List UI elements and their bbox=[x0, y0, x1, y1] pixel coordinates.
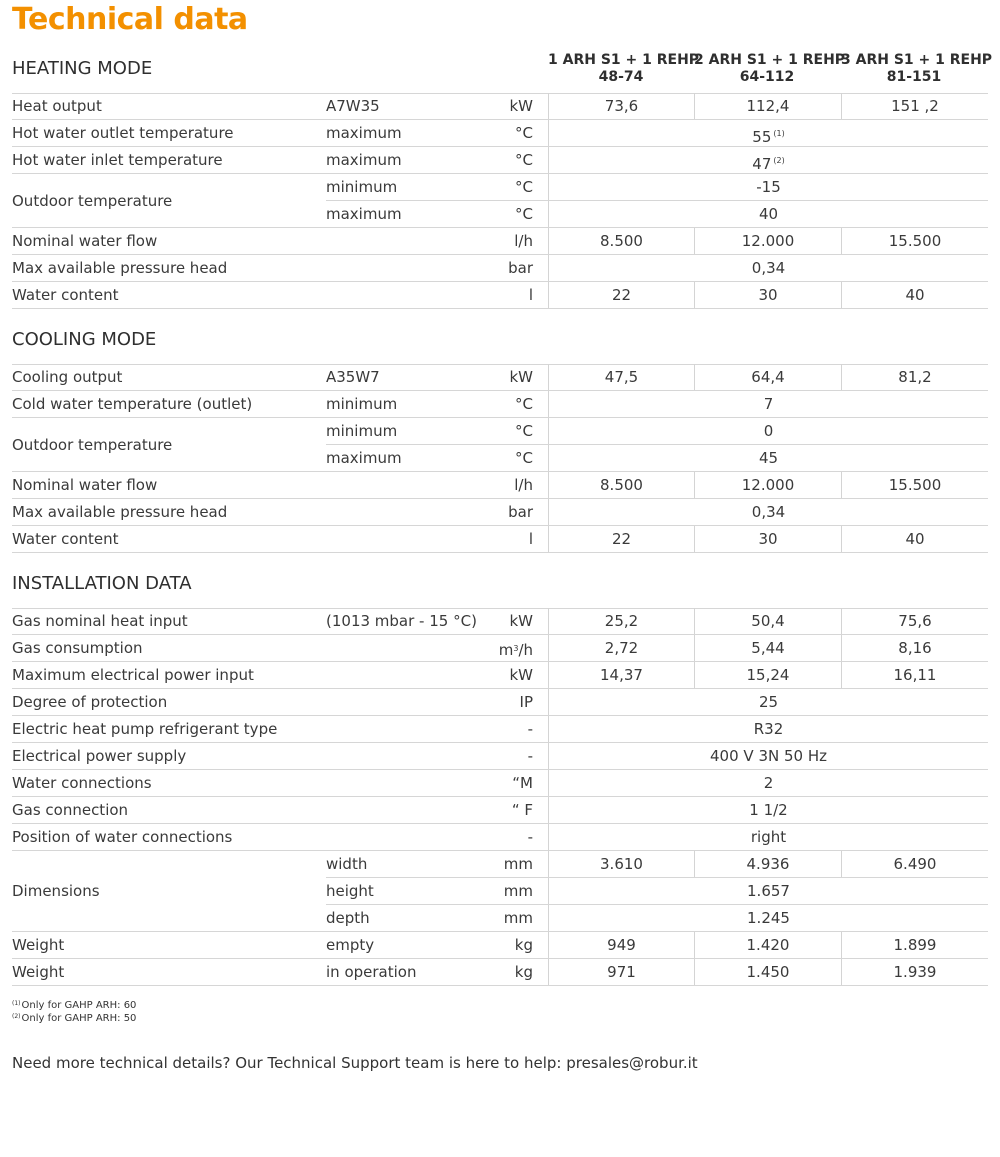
table-row bbox=[0, 662, 990, 689]
row-label: Hot water inlet temperature bbox=[12, 151, 223, 169]
value-shared: right bbox=[548, 824, 988, 850]
unit-tail: /h bbox=[518, 641, 533, 659]
value-col-1: 25,2 bbox=[548, 608, 694, 634]
column-header-2-line1: 2 ARH S1 + 1 REHP bbox=[694, 52, 846, 68]
value-col-3: 6.490 bbox=[841, 851, 988, 877]
table-row bbox=[0, 364, 990, 391]
value-shared: 1.245 bbox=[548, 905, 988, 931]
column-header-2-line2: 64-112 bbox=[739, 69, 795, 85]
row-label: Weight bbox=[12, 963, 65, 981]
value-shared: 0,34 bbox=[548, 255, 988, 281]
footnote-text: Only for GAHP ARH: 50 bbox=[21, 1013, 137, 1024]
value-col-2: 5,44 bbox=[694, 635, 841, 661]
value-shared: 7 bbox=[548, 391, 988, 417]
value-col-3: 151 ,2 bbox=[841, 93, 988, 119]
row-unit: l/h bbox=[514, 232, 533, 250]
row-label: Maximum electrical power input bbox=[12, 666, 254, 684]
value-col-2: 15,24 bbox=[694, 662, 841, 688]
value-col-1: 73,6 bbox=[548, 93, 694, 119]
value-col-3: 75,6 bbox=[841, 608, 988, 634]
value-col-1: 3.610 bbox=[548, 851, 694, 877]
row-unit: bar bbox=[508, 259, 533, 277]
value-col-3: 40 bbox=[841, 282, 988, 308]
row-condition: minimum bbox=[326, 178, 398, 196]
row-unit: °C bbox=[515, 449, 533, 467]
value-shared: -15 bbox=[548, 174, 988, 200]
column-header-1-line1: 1 ARH S1 + 1 REHP bbox=[548, 52, 700, 68]
value-col-1: 949 bbox=[548, 932, 694, 958]
table-row bbox=[0, 932, 990, 959]
value-shared: 1 1/2 bbox=[548, 797, 988, 823]
table-row bbox=[0, 526, 990, 553]
row-label: Outdoor temperature bbox=[12, 192, 173, 210]
table-row bbox=[0, 228, 990, 255]
table-row bbox=[0, 391, 990, 418]
row-unit: - bbox=[527, 720, 533, 738]
value-col-2: 12.000 bbox=[694, 472, 841, 498]
value-col-1: 2,72 bbox=[548, 635, 694, 661]
row-condition: in operation bbox=[326, 963, 417, 981]
row-unit bbox=[440, 635, 533, 661]
column-header-1-line2: 48-74 bbox=[598, 69, 644, 85]
row-condition: empty bbox=[326, 936, 375, 954]
footnote-2 bbox=[12, 1013, 136, 1024]
value-col-3: 1.939 bbox=[841, 959, 988, 985]
table-row bbox=[0, 147, 990, 174]
value-col-2: 50,4 bbox=[694, 608, 841, 634]
row-label: Water content bbox=[12, 286, 119, 304]
row-unit: °C bbox=[515, 422, 533, 440]
value-text: 55 bbox=[752, 128, 772, 146]
value-shared bbox=[548, 120, 988, 146]
footnote-ref: (1) bbox=[773, 129, 785, 138]
merged-row-group bbox=[0, 418, 990, 472]
row-label: Water connections bbox=[12, 774, 152, 792]
value-col-3: 81,2 bbox=[841, 364, 988, 390]
table-row bbox=[0, 824, 990, 851]
value-shared: 2 bbox=[548, 770, 988, 796]
merged-row-group bbox=[0, 851, 990, 932]
row-unit: l bbox=[528, 530, 533, 548]
cooling-table bbox=[0, 364, 990, 553]
row-label: Electrical power supply bbox=[12, 747, 187, 765]
column-header-3-line2: 81-151 bbox=[886, 69, 942, 85]
value-shared: 0,34 bbox=[548, 499, 988, 525]
footnote-mark: (1) bbox=[12, 1000, 21, 1007]
row-label: Nominal water flow bbox=[12, 476, 158, 494]
table-row bbox=[0, 689, 990, 716]
row-label: Max available pressure head bbox=[12, 259, 228, 277]
row-unit: °C bbox=[515, 178, 533, 196]
row-condition: maximum bbox=[326, 449, 402, 467]
row-condition: minimum bbox=[326, 395, 398, 413]
footnote-mark: (2) bbox=[12, 1013, 21, 1020]
section-title-cooling: COOLING MODE bbox=[12, 329, 157, 350]
row-condition: A35W7 bbox=[326, 368, 380, 386]
row-unit: “ F bbox=[511, 801, 533, 819]
value-col-2: 64,4 bbox=[694, 364, 841, 390]
table-row bbox=[0, 716, 990, 743]
row-condition: maximum bbox=[326, 124, 402, 142]
footnote-1 bbox=[12, 1000, 136, 1011]
value-col-3: 15.500 bbox=[841, 228, 988, 254]
row-label: Cooling output bbox=[12, 368, 123, 386]
table-row bbox=[0, 635, 990, 662]
value-shared: 400 V 3N 50 Hz bbox=[548, 743, 988, 769]
table-row bbox=[0, 851, 990, 878]
table-row bbox=[0, 743, 990, 770]
column-header-3 bbox=[841, 52, 993, 86]
value-col-2: 30 bbox=[694, 526, 841, 552]
footnote-ref: (2) bbox=[773, 156, 785, 165]
row-label: Outdoor temperature bbox=[12, 436, 173, 454]
page-title: Technical data bbox=[12, 2, 248, 37]
table-row bbox=[0, 499, 990, 526]
value-shared: 25 bbox=[548, 689, 988, 715]
value-col-3: 16,11 bbox=[841, 662, 988, 688]
value-col-1: 8.500 bbox=[548, 472, 694, 498]
row-unit: kW bbox=[509, 97, 533, 115]
row-unit: mm bbox=[503, 909, 533, 927]
table-row bbox=[0, 255, 990, 282]
value-col-3: 15.500 bbox=[841, 472, 988, 498]
value-col-1: 14,37 bbox=[548, 662, 694, 688]
value-col-1: 47,5 bbox=[548, 364, 694, 390]
row-label: Water content bbox=[12, 530, 119, 548]
support-footer: Need more technical details? Our Technical Support team is here to help: presales@robur.it bbox=[12, 1054, 698, 1072]
row-unit: °C bbox=[515, 205, 533, 223]
row-unit: kg bbox=[514, 963, 533, 981]
value-col-3: 1.899 bbox=[841, 932, 988, 958]
row-label: Weight bbox=[12, 936, 65, 954]
value-col-3: 40 bbox=[841, 526, 988, 552]
merged-row-group bbox=[0, 174, 990, 228]
row-condition: maximum bbox=[326, 205, 402, 223]
row-condition: maximum bbox=[326, 151, 402, 169]
table-row bbox=[0, 905, 990, 932]
table-row bbox=[0, 959, 990, 986]
value-shared: 45 bbox=[548, 445, 988, 471]
row-label: Dimensions bbox=[12, 882, 100, 900]
value-col-2: 112,4 bbox=[694, 93, 841, 119]
row-label: Degree of protection bbox=[12, 693, 168, 711]
table-row bbox=[0, 93, 990, 120]
row-unit: kW bbox=[509, 368, 533, 386]
row-label: Hot water outlet temperature bbox=[12, 124, 234, 142]
value-col-2: 1.450 bbox=[694, 959, 841, 985]
unit-exponent: 3 bbox=[513, 644, 519, 653]
row-condition: height bbox=[326, 882, 374, 900]
value-col-1: 8.500 bbox=[548, 228, 694, 254]
table-row bbox=[0, 418, 990, 445]
value-col-2: 4.936 bbox=[694, 851, 841, 877]
value-text: 47 bbox=[752, 155, 772, 173]
value-shared bbox=[548, 147, 988, 173]
heating-table bbox=[0, 93, 990, 309]
row-unit: l bbox=[528, 286, 533, 304]
row-unit: °C bbox=[515, 151, 533, 169]
row-condition: A7W35 bbox=[326, 97, 380, 115]
row-condition: (1013 mbar - 15 °C) bbox=[326, 612, 477, 630]
footnote-text: Only for GAHP ARH: 60 bbox=[21, 1000, 137, 1011]
row-label: Heat output bbox=[12, 97, 102, 115]
table-row bbox=[0, 608, 990, 635]
value-col-2: 12.000 bbox=[694, 228, 841, 254]
row-label: Cold water temperature (outlet) bbox=[12, 395, 253, 413]
table-row bbox=[0, 174, 990, 201]
row-unit: bar bbox=[508, 503, 533, 521]
row-label: Nominal water flow bbox=[12, 232, 158, 250]
table-row bbox=[0, 445, 990, 472]
value-col-1: 22 bbox=[548, 526, 694, 552]
row-unit: °C bbox=[515, 395, 533, 413]
value-shared: 0 bbox=[548, 418, 988, 444]
unit-base: m bbox=[498, 641, 514, 659]
value-col-1: 971 bbox=[548, 959, 694, 985]
row-unit: l/h bbox=[514, 476, 533, 494]
table-row bbox=[0, 878, 990, 905]
row-unit: “M bbox=[512, 774, 533, 792]
table-row bbox=[0, 120, 990, 147]
row-label: Electric heat pump refrigerant type bbox=[12, 720, 278, 738]
column-header-3-line1: 3 ARH S1 + 1 REHP bbox=[841, 52, 993, 68]
row-unit: kW bbox=[509, 666, 533, 684]
table-row bbox=[0, 201, 990, 228]
row-unit: - bbox=[527, 828, 533, 846]
section-title-heating: HEATING MODE bbox=[12, 58, 153, 79]
row-unit: IP bbox=[519, 693, 533, 711]
row-label: Position of water connections bbox=[12, 828, 233, 846]
row-label: Gas connection bbox=[12, 801, 129, 819]
row-label: Max available pressure head bbox=[12, 503, 228, 521]
value-col-1: 22 bbox=[548, 282, 694, 308]
value-shared: 40 bbox=[548, 201, 988, 227]
column-header-2 bbox=[694, 52, 846, 86]
value-col-2: 1.420 bbox=[694, 932, 841, 958]
installation-table bbox=[0, 608, 990, 986]
row-label: Gas consumption bbox=[12, 639, 143, 657]
value-col-2: 30 bbox=[694, 282, 841, 308]
section-title-installation: INSTALLATION DATA bbox=[12, 573, 192, 594]
column-header-1 bbox=[548, 52, 700, 86]
row-condition: width bbox=[326, 855, 368, 873]
table-row bbox=[0, 472, 990, 499]
table-row bbox=[0, 282, 990, 309]
row-condition: minimum bbox=[326, 422, 398, 440]
row-unit: kW bbox=[509, 612, 533, 630]
row-unit: mm bbox=[503, 882, 533, 900]
table-row bbox=[0, 770, 990, 797]
row-condition: depth bbox=[326, 909, 370, 927]
row-unit: °C bbox=[515, 124, 533, 142]
row-unit: - bbox=[527, 747, 533, 765]
value-shared: 1.657 bbox=[548, 878, 988, 904]
row-label: Gas nominal heat input bbox=[12, 612, 188, 630]
value-col-3: 8,16 bbox=[841, 635, 988, 661]
row-unit: mm bbox=[503, 855, 533, 873]
row-unit: kg bbox=[514, 936, 533, 954]
table-row bbox=[0, 797, 990, 824]
value-shared: R32 bbox=[548, 716, 988, 742]
